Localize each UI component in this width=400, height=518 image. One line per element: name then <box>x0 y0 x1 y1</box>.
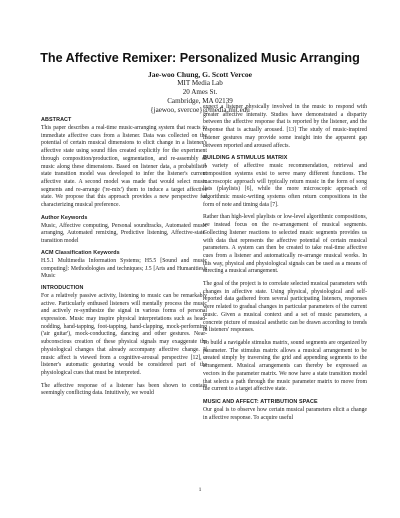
building-paragraph: To build a navigable stimulus matrix, sound segments are organized by parameter. The stimulus matrix allows a musical arrangement to be created simply by traversing the grid and appending segments to the arrangement. Musical arrangements can thereby be expressed as vectors in the parameter matrix. We now have a state transition model that selects a path through the music parameter matrix to move from the current to a target affective state. <box>203 339 367 393</box>
attribution-paragraph: Our goal is to observe how certain musical parameters elicit a change in affective response. To acquire useful <box>203 406 367 421</box>
abstract-heading: ABSTRACT <box>41 117 72 123</box>
keywords-heading: Author Keywords <box>41 214 88 221</box>
building-paragraph: Rather than high-level playlists or low-level algorithmic compositions, we instead focus on the re-arrangement of musical segments. Collecting listener reactions to selected music segments provides us with data that represents the affective potential of certain musical parameters. A system can then be created to take real-time affective cues from a listener and automatically re-arrange musical works. In this way, physical and physiological signals can be used as a means of directing a musical arrangement. <box>203 214 367 275</box>
right-column <box>203 104 367 427</box>
acm-text: H.5.1 Multimedia Information Systems; H5.5 [Sound and music computing]: Methodologies and techniques; J.5 [Arts and Humanities]: Music <box>41 257 207 280</box>
affiliation-line: Cambridge, MA 02139 <box>167 97 233 106</box>
building-paragraph: The goal of the project is to correlate selected musical parameters with changes in affective state. Using physical, physiological and self-reported data gathered from several participating listeners, responses were related to gradual changes in particular parameters of the current music. Given a musical context and a set of music parameters, a concrete picture of musical aesthetic can be drawn according to trends in listeners' responses. <box>203 281 367 334</box>
building-heading: BUILDING A STIMULUS MATRIX <box>203 155 288 162</box>
page-number: 1 <box>198 487 202 493</box>
abstract-text: This paper describes a real-time music-arranging system that reacts to immediate affective cues from a listener. Data was collected on the potential of certain musical dimensions to elicit change in a listener's affective state using sound files created explicitly for the experiment through composition/production, segmentation, and re-assembly of music along these dimensions. Based on listener data, a probabilistic state transition model was developed to infer the listener's current affective state. A second model was made that would select music segments and re-arrange ('re-mix') them to induce a target affective state. We propose that this approach provides a new perspective for characterizing musical preference. <box>41 125 207 209</box>
attribution-heading: MUSIC AND AFFECT: ATTRIBUTION SPACE <box>203 398 318 405</box>
introduction-paragraph: The affective response of a listener has been shown to contain seemingly conflicting data. Intuitively, we would <box>41 382 207 397</box>
left-column <box>41 117 207 403</box>
keywords-text: Music, Affective computing, Personal soundtracks, Automated music arranging, Automated remixing, Predictive listening, Affective-state-transition model <box>41 222 207 245</box>
affiliation-email: {jaewoo, svercoe}@media.mit.edu <box>150 106 250 115</box>
continuation-paragraph: expect a listener physically involved in the music to respond with greater affective intensity. Studies have demonstrated a disparity between the affective response that is reported by the listener, and the response that is actually aroused. [13] The study of music-inspired listener gestures may provide some insight into the apparent gap between reported and aroused affects. <box>203 104 367 149</box>
acm-heading: ACM Classification Keywords <box>41 249 120 256</box>
introduction-paragraph: For a relatively passive activity, listening to music can be remarkably active. Particularly enthused listeners will mentally process the music and actively re-synthesize the signal in various forms of personal expression. Music may inspire physical interpretations such as head-nodding, hand-tapping, foot-tapping, hand-clapping, mock-performing ('air guitar'), mock-conducting, dancing and other gestures. Near-subconscious creation of these physical signals may exaggerate the physiological changes that already accompany affective change. If music affect is viewed from a cognitive-arousal perspective [12], a listener's automatic gesturing would be considered part of the physiological cues that must be interpreted. <box>41 292 207 376</box>
affiliation-line: MIT Media Lab <box>177 79 223 87</box>
paper-title: The Affective Remixer: Personalized Music Arranging <box>40 51 360 65</box>
paper-authors: Jae-woo Chung, G. Scott Vercoe <box>147 70 253 79</box>
introduction-heading: INTRODUCTION <box>41 284 84 291</box>
building-paragraph: A variety of affective music recommendation, retrieval and composition systems exist to serve many different functions. The macroscopic approach will typically return music in the form of song lists (playlists) [6], while the more microscopic approach of algorithmic music-writing systems often return compositions in the form of note and timing data [7]. <box>203 163 367 208</box>
affiliation-line: 20 Ames St. <box>182 88 218 97</box>
